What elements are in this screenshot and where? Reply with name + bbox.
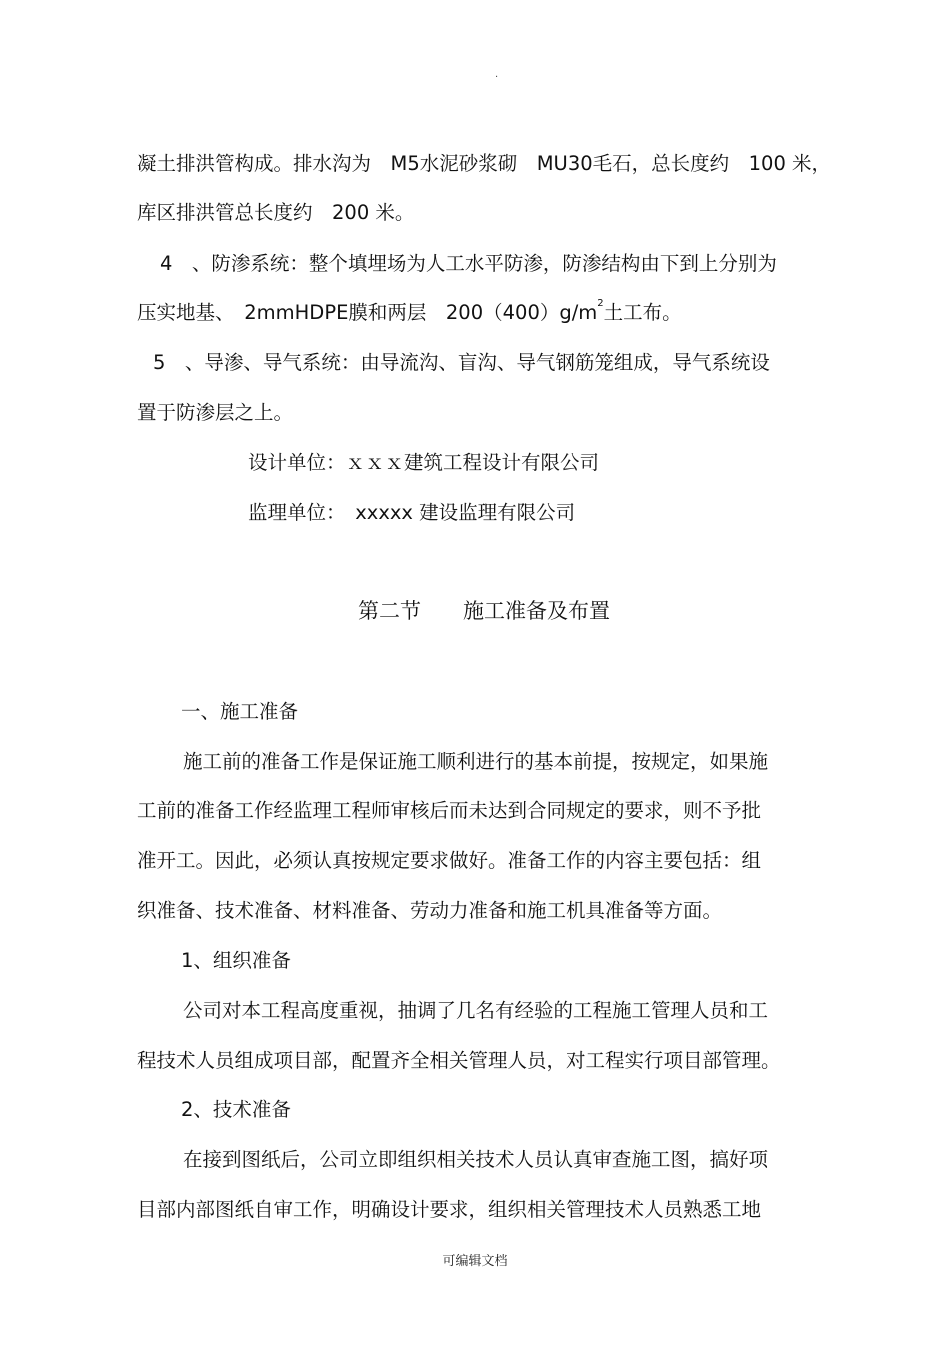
paragraph-text: 压实地基、 2mmHDPE膜和两层 200（400）g/m <box>137 301 598 324</box>
paragraph-line: 置于防渗层之上。 <box>137 401 294 424</box>
paragraph-line: 施工前的准备工作是保证施工顺利进行的基本前提，按规定，如果施 <box>183 750 769 773</box>
paragraph-text: 土工布。 <box>603 301 682 324</box>
paragraph-line: 凝土排洪管构成。排水沟为 M5水泥砂浆砌 MU30毛石，总长度约 100 米， <box>137 152 832 175</box>
paragraph-line: 工前的准备工作经监理工程师审核后而未达到合同规定的要求，则不予批 <box>137 799 762 822</box>
paragraph-line: 准开工。因此，必须认真按规定要求做好。准备工作的内容主要包括：组 <box>137 849 762 872</box>
paragraph-line: 织准备、技术准备、材料准备、劳动力准备和施工机具准备等方面。 <box>137 899 723 922</box>
header-mark: · <box>495 72 499 83</box>
footer-text: 可编辑文档 <box>442 1254 508 1269</box>
design-unit: 设计单位：ｘｘｘ建筑工程设计有限公司 <box>248 451 600 474</box>
paragraph-line: 5 、导渗、导气系统：由导流沟、盲沟、导气钢筋笼组成，导气系统设 <box>153 351 770 374</box>
superscript: 2 <box>597 298 604 309</box>
paragraph-line: 程技术人员组成项目部，配置齐全相关管理人员，对工程实行项目部管理。 <box>137 1049 781 1072</box>
subheading: 2、技术准备 <box>181 1098 291 1121</box>
paragraph-line: 库区排洪管总长度约 200 米。 <box>137 201 415 224</box>
paragraph-line: 4 、防渗系统：整个填埋场为人工水平防渗，防渗结构由下到上分别为 <box>160 252 777 275</box>
paragraph-line: 在接到图纸后，公司立即组织相关技术人员认真审查施工图，搞好项 <box>183 1148 769 1171</box>
paragraph-line <box>137 298 682 324</box>
supervision-unit: 监理单位： xxxxx 建设监理有限公司 <box>248 501 576 524</box>
paragraph-line: 目部内部图纸自审工作，明确设计要求，组织相关管理技术人员熟悉工地 <box>137 1198 762 1221</box>
section-title: 第二节 施工准备及布置 <box>358 599 610 623</box>
subheading: 1、组织准备 <box>181 949 291 972</box>
heading: 一、施工准备 <box>181 700 299 723</box>
paragraph-line: 公司对本工程高度重视，抽调了几名有经验的工程施工管理人员和工 <box>183 999 769 1022</box>
